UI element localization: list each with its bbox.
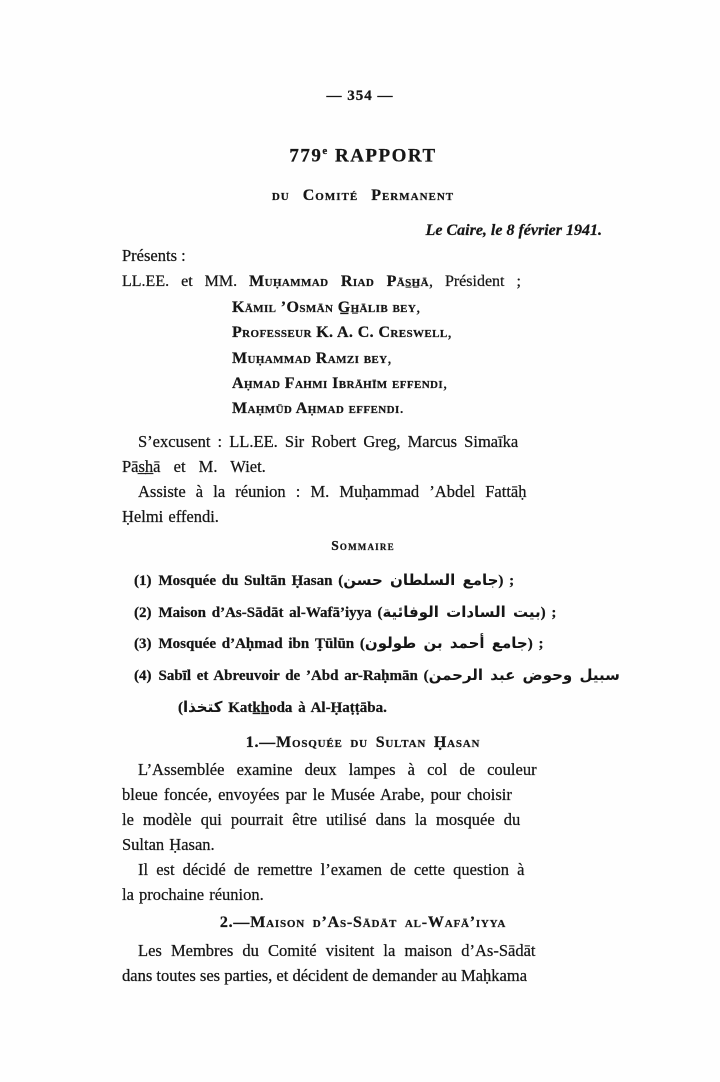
arabic-phrase: بيت السادات الوفائية [382, 602, 541, 621]
excused-paragraph [122, 429, 604, 479]
sommaire-item-text: Maison d’As-Sādāt al-Wafā’iyya [158, 604, 378, 621]
attendee-line [122, 396, 604, 421]
sommaire-item [122, 565, 604, 597]
paren-open: ( [423, 668, 429, 685]
sommaire-item-continuation [122, 692, 604, 724]
paragraph-line: la prochaine réunion. [122, 884, 264, 904]
attendee-line [122, 295, 604, 320]
arabic-phrase: جامع السلطان حسن [343, 570, 499, 589]
sommaire-item-number: (1) [134, 572, 152, 589]
paren-close: ) ; [498, 572, 515, 589]
arabic-phrase: كتخذا [183, 697, 223, 716]
attendee-suffix: , [387, 349, 392, 367]
sommaire-heading: Sommaire [331, 537, 395, 553]
dateline: Le Caire, le 8 février 1941. [425, 222, 602, 240]
paragraph-line: L’Assemblée examine deux lampes à col de couleur [138, 759, 537, 779]
attendee-name: Muḥammad Ramzi bey [232, 349, 388, 367]
sommaire-item-text: Mosquée d’Aḥmad ibn Ṭūlūn [158, 636, 360, 653]
paren-close: ) ; [540, 604, 557, 621]
paragraph-line: dans toutes ses parties, et décident de demander au Maḥkama [122, 965, 528, 985]
sommaire-item-number: (4) [134, 668, 152, 685]
presents-label: Présents : [122, 246, 186, 266]
arabic-phrase: جامع أحمد بن طولون [364, 634, 528, 653]
attendee-name: Aḥmad Fahmi Ibrāhīm effendi [232, 374, 444, 392]
attendee-name: Professeur K. A. C. Creswell [232, 324, 448, 342]
attendee-suffix: , [447, 324, 452, 342]
paren-close: ) ; [527, 636, 544, 653]
sommaire-item [122, 628, 604, 660]
paragraph-line: le modèle qui pourrait être utilisé dans la mosquée du [122, 809, 521, 829]
section-2-paragraph-1 [122, 938, 604, 988]
attendee-name: Maḥmūd Aḥmad effendi [232, 400, 400, 418]
sommaire-list [122, 565, 620, 724]
sommaire-item-text: Mosquée du Sultān Ḥasan [158, 572, 339, 589]
report-title [122, 145, 604, 167]
attendees-list [122, 269, 604, 421]
sommaire-item-text: Sabīl et Abreuvoir de ’Abd ar-Raḥmān [158, 668, 424, 685]
attendee-line [122, 371, 604, 396]
attendee-line [122, 269, 604, 294]
report-title-number: 779 [289, 145, 323, 167]
sommaire-item-text: Katk̲h̲oda à Al-Ḥaṭṭāba. [222, 699, 387, 716]
sommaire-item [122, 597, 604, 629]
paragraph-line: Il est décidé de remettre l’examen de cette question à [138, 859, 525, 879]
paren-open: ( [359, 636, 365, 653]
attendance-note-paragraph [122, 479, 604, 529]
paren-close: ( [178, 699, 183, 716]
attendee-suffix: , Président ; [428, 273, 521, 291]
sommaire-item-number: (2) [134, 604, 152, 621]
paragraph-line: Pās̲h̲ā et M. Wiet. [122, 456, 266, 476]
sommaire-item-number: (3) [134, 636, 152, 653]
section-1-paragraph-2 [122, 857, 604, 907]
paren-open: ( [338, 572, 344, 589]
attendee-name: Muḥammad Riad Pās̲h̲ā [249, 273, 429, 291]
attendee-line [122, 320, 604, 345]
attendee-suffix: . [399, 400, 404, 418]
page-content [122, 145, 620, 988]
report-title-ordinal-suffix: e [322, 145, 329, 157]
paragraph-line: Sultan Ḥasan. [122, 834, 215, 854]
attendee-name: Kāmil ’Osmān G̲h̲ālib bey [232, 298, 417, 316]
section-2-heading: 2.—Maison d’As-Sādāt al-Wafā’iyya [219, 913, 507, 931]
paragraph-line: Ḥelmi effendi. [122, 506, 219, 526]
paragraph-line: Les Membres du Comité visitent la maison d’As-Sādāt [138, 940, 536, 960]
attendee-suffix: , [443, 374, 448, 392]
paragraph-line: bleue foncée, envoyées par le Musée Arabe, pour choisir [122, 784, 512, 804]
attendee-suffix: , [416, 298, 421, 316]
arabic-phrase: سبيل وحوض عبد الرحمن [428, 666, 620, 685]
page-number: — 354 — [326, 88, 394, 104]
report-title-word: RAPPORT [328, 145, 437, 167]
section-1-paragraph-1 [122, 757, 604, 857]
paragraph-line: Assiste à la réunion : M. Muḥammad ’Abdel Fattāḥ [138, 481, 527, 501]
section-1-heading: 1.—Mosquée du Sultan Ḥasan [245, 733, 481, 751]
attendee-line [122, 346, 604, 371]
paren-open: ( [377, 604, 383, 621]
sommaire-item [122, 660, 620, 692]
paragraph-line: S’excusent : LL.EE. Sir Robert Greg, Marcus Simaīka [138, 431, 519, 451]
attendee-prefix: LL.EE. et MM. [122, 273, 250, 291]
report-subtitle: du Comité Permanent [271, 187, 455, 205]
